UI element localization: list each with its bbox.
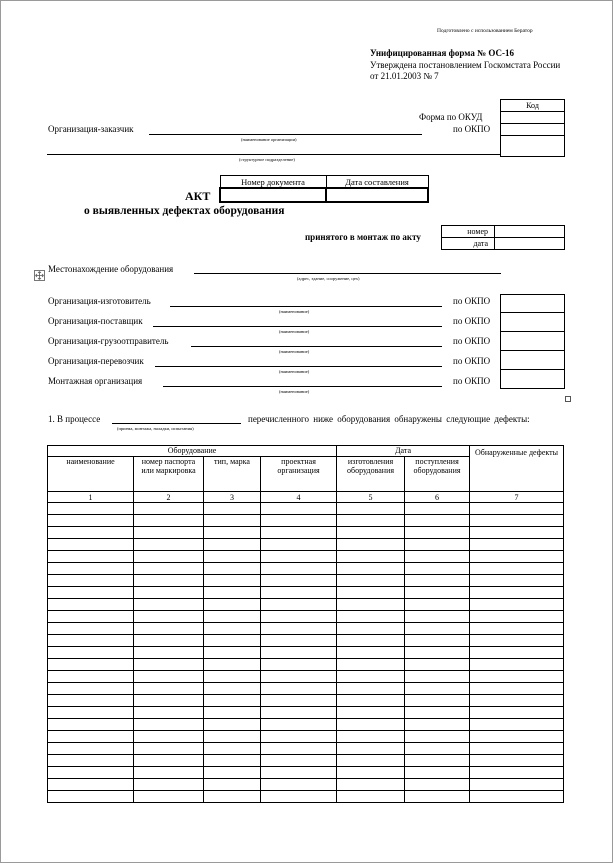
table-cell[interactable] — [204, 707, 261, 719]
table-cell[interactable] — [204, 635, 261, 647]
table-cell[interactable] — [470, 539, 564, 551]
table-cell[interactable] — [337, 743, 405, 755]
table-cell[interactable] — [337, 767, 405, 779]
table-cell[interactable] — [134, 779, 204, 791]
table-cell[interactable] — [134, 683, 204, 695]
table-cell[interactable] — [470, 719, 564, 731]
table-cell[interactable] — [204, 659, 261, 671]
table-cell[interactable] — [204, 599, 261, 611]
carrier-okpo-cell[interactable] — [501, 351, 565, 370]
table-cell[interactable] — [337, 599, 405, 611]
table-row — [48, 779, 564, 791]
org-okpo-table — [500, 294, 565, 389]
doc-date-header: Дата составления — [326, 176, 428, 189]
table-cell[interactable] — [337, 527, 405, 539]
doc-number-header: Номер документа — [220, 176, 326, 189]
table-cell[interactable] — [470, 635, 564, 647]
table-row — [48, 563, 564, 575]
customer-name-line[interactable] — [149, 134, 422, 135]
shipper-hint: (наименование) — [279, 349, 310, 354]
okud-code-cell[interactable] — [501, 112, 565, 124]
table-cell[interactable] — [48, 587, 134, 599]
table-cell[interactable] — [470, 587, 564, 599]
table-cell[interactable] — [405, 755, 470, 767]
table-cell[interactable] — [204, 719, 261, 731]
table-cell[interactable] — [134, 659, 204, 671]
table-cell[interactable] — [470, 623, 564, 635]
col-type-header: тип, марка — [204, 457, 261, 492]
table-cell[interactable] — [204, 791, 261, 803]
table-cell[interactable] — [405, 527, 470, 539]
resize-handle-icon[interactable] — [565, 396, 571, 402]
table-cell[interactable] — [405, 671, 470, 683]
shipper-label: Организация-грузоотправитель — [48, 336, 169, 346]
division-line[interactable] — [47, 154, 500, 155]
table-cell[interactable] — [405, 731, 470, 743]
installation-date-cell[interactable] — [495, 238, 565, 250]
table-cell[interactable] — [48, 575, 134, 587]
table-cell[interactable] — [134, 539, 204, 551]
shipper-okpo-cell[interactable] — [501, 332, 565, 351]
table-cell[interactable] — [405, 791, 470, 803]
table-cell[interactable] — [337, 647, 405, 659]
table-cell[interactable] — [405, 503, 470, 515]
table-cell[interactable] — [261, 719, 337, 731]
table-cell[interactable] — [204, 695, 261, 707]
table-cell[interactable] — [48, 635, 134, 647]
manufacturer-hint: (наименование) — [279, 309, 310, 314]
carrier-line[interactable] — [155, 366, 442, 367]
division-code-cell[interactable] — [501, 136, 565, 157]
document-number-table — [219, 175, 429, 203]
table-row — [48, 767, 564, 779]
table-cell[interactable] — [470, 503, 564, 515]
table-cell[interactable] — [405, 539, 470, 551]
table-cell[interactable] — [470, 683, 564, 695]
table-cell[interactable] — [261, 539, 337, 551]
table-row — [48, 587, 564, 599]
table-cell[interactable] — [134, 599, 204, 611]
table-cell[interactable] — [204, 623, 261, 635]
table-cell[interactable] — [470, 527, 564, 539]
process-line[interactable] — [112, 423, 241, 424]
table-cell[interactable] — [204, 515, 261, 527]
customer-okpo-label: по ОКПО — [453, 124, 491, 134]
table-cell[interactable] — [134, 623, 204, 635]
installation-act-label: принятого в монтаж по акту — [305, 232, 421, 242]
move-handle-icon[interactable] — [34, 270, 45, 281]
table-row — [48, 647, 564, 659]
table-cell[interactable] — [134, 731, 204, 743]
table-cell[interactable] — [470, 755, 564, 767]
table-cell[interactable] — [337, 635, 405, 647]
table-cell[interactable] — [261, 575, 337, 587]
table-cell[interactable] — [470, 707, 564, 719]
table-cell[interactable] — [48, 503, 134, 515]
carrier-label: Организация-перевозчик — [48, 356, 144, 366]
table-cell[interactable] — [337, 695, 405, 707]
table-row — [48, 695, 564, 707]
table-cell[interactable] — [261, 527, 337, 539]
table-cell[interactable] — [134, 587, 204, 599]
col-design-org-header: проектная организация — [261, 457, 337, 492]
table-cell[interactable] — [261, 551, 337, 563]
table-cell[interactable] — [134, 503, 204, 515]
table-cell[interactable] — [134, 791, 204, 803]
table-cell[interactable] — [204, 683, 261, 695]
table-cell[interactable] — [261, 599, 337, 611]
table-cell[interactable] — [204, 563, 261, 575]
table-cell[interactable] — [470, 743, 564, 755]
location-line[interactable] — [194, 273, 501, 274]
table-cell[interactable] — [337, 563, 405, 575]
table-cell[interactable] — [405, 719, 470, 731]
table-cell[interactable] — [470, 575, 564, 587]
installer-hint: (наименование) — [279, 389, 310, 394]
table-row — [48, 575, 564, 587]
table-cell[interactable] — [337, 611, 405, 623]
table-cell[interactable] — [405, 587, 470, 599]
installation-act-table — [441, 225, 565, 250]
col-passport-header: номер паспорта или маркировка — [134, 457, 204, 492]
table-cell[interactable] — [470, 599, 564, 611]
code-header: Код — [501, 100, 565, 112]
table-cell[interactable] — [204, 647, 261, 659]
table-cell[interactable] — [405, 695, 470, 707]
table-cell[interactable] — [470, 551, 564, 563]
table-row — [48, 719, 564, 731]
table-cell[interactable] — [48, 683, 134, 695]
installer-line[interactable] — [163, 386, 442, 387]
table-cell[interactable] — [470, 695, 564, 707]
installer-okpo-label: по ОКПО — [453, 376, 491, 386]
supplier-hint: (наименование) — [279, 329, 310, 334]
table-cell[interactable] — [204, 551, 261, 563]
process-suffix: перечисленного ниже оборудования обнаружены следующие дефекты: — [248, 414, 530, 424]
table-row — [48, 743, 564, 755]
table-cell[interactable] — [337, 755, 405, 767]
table-cell[interactable] — [48, 563, 134, 575]
table-cell[interactable] — [204, 587, 261, 599]
process-prefix: 1. В процессе — [48, 414, 101, 424]
okud-label: Форма по ОКУД — [419, 112, 483, 122]
table-cell[interactable] — [405, 767, 470, 779]
table-cell[interactable] — [134, 755, 204, 767]
col-number-2: 2 — [134, 492, 204, 503]
table-cell[interactable] — [405, 647, 470, 659]
defect-rows — [48, 503, 564, 803]
table-cell[interactable] — [48, 647, 134, 659]
table-row — [48, 659, 564, 671]
col-number-3: 3 — [204, 492, 261, 503]
table-cell[interactable] — [337, 779, 405, 791]
table-cell[interactable] — [337, 671, 405, 683]
prepared-with-note: Подготовлено с использованием Бератор — [437, 28, 533, 34]
table-cell[interactable] — [48, 719, 134, 731]
equipment-group-header: Оборудование — [48, 446, 337, 457]
table-cell[interactable] — [48, 599, 134, 611]
doc-number-cell[interactable] — [220, 188, 326, 202]
form-title: Унифицированная форма № ОС-16 — [370, 48, 514, 58]
supplier-okpo-label: по ОКПО — [453, 316, 491, 326]
table-cell[interactable] — [470, 659, 564, 671]
location-hint: (адрес, здание, сооружение, цех) — [297, 276, 360, 281]
date-group-header: Дата — [337, 446, 470, 457]
table-cell[interactable] — [134, 743, 204, 755]
table-row — [48, 755, 564, 767]
table-cell[interactable] — [204, 779, 261, 791]
table-cell[interactable] — [405, 515, 470, 527]
table-cell[interactable] — [405, 575, 470, 587]
approved-line-2: от 21.01.2003 № 7 — [370, 71, 439, 81]
process-hint: (приема, монтажа, наладки, испытания) — [117, 426, 194, 431]
table-cell[interactable] — [261, 647, 337, 659]
col-manufactured-header: изготовления оборудования — [337, 457, 405, 492]
table-cell[interactable] — [337, 683, 405, 695]
table-cell[interactable] — [134, 671, 204, 683]
table-cell[interactable] — [470, 791, 564, 803]
table-cell[interactable] — [470, 731, 564, 743]
col-number-4: 4 — [261, 492, 337, 503]
table-cell[interactable] — [134, 515, 204, 527]
table-cell[interactable] — [470, 671, 564, 683]
table-cell[interactable] — [48, 755, 134, 767]
manufacturer-label: Организация-изготовитель — [48, 296, 151, 306]
table-cell[interactable] — [405, 611, 470, 623]
table-row — [48, 683, 564, 695]
col-number-1: 1 — [48, 492, 134, 503]
table-cell[interactable] — [337, 791, 405, 803]
act-title: АКТ — [185, 189, 211, 203]
table-cell[interactable] — [204, 539, 261, 551]
table-cell[interactable] — [48, 515, 134, 527]
table-cell[interactable] — [337, 623, 405, 635]
table-row — [48, 791, 564, 803]
table-cell[interactable] — [261, 755, 337, 767]
table-row — [48, 503, 564, 515]
table-cell[interactable] — [134, 611, 204, 623]
table-cell[interactable] — [261, 671, 337, 683]
supplier-label: Организация-поставщик — [48, 316, 143, 326]
manufacturer-okpo-label: по ОКПО — [453, 296, 491, 306]
defects-table — [47, 445, 564, 803]
table-cell[interactable] — [405, 743, 470, 755]
table-cell[interactable] — [48, 623, 134, 635]
table-cell[interactable] — [48, 611, 134, 623]
col-number-5: 5 — [337, 492, 405, 503]
table-cell[interactable] — [470, 779, 564, 791]
supplier-line[interactable] — [153, 326, 442, 327]
table-row — [48, 623, 564, 635]
table-row — [48, 671, 564, 683]
table-cell[interactable] — [470, 611, 564, 623]
table-cell[interactable] — [134, 767, 204, 779]
table-cell[interactable] — [261, 707, 337, 719]
table-cell[interactable] — [470, 767, 564, 779]
shipper-line[interactable] — [191, 346, 442, 347]
table-cell[interactable] — [134, 707, 204, 719]
table-cell[interactable] — [48, 707, 134, 719]
table-row — [48, 599, 564, 611]
table-cell[interactable] — [48, 743, 134, 755]
table-cell[interactable] — [337, 707, 405, 719]
doc-date-cell[interactable] — [326, 188, 428, 202]
table-cell[interactable] — [405, 563, 470, 575]
table-cell[interactable] — [48, 791, 134, 803]
table-cell[interactable] — [337, 587, 405, 599]
location-label: Местонахождение оборудования — [48, 264, 174, 274]
table-cell[interactable] — [261, 695, 337, 707]
table-cell[interactable] — [134, 527, 204, 539]
table-cell[interactable] — [204, 731, 261, 743]
table-cell[interactable] — [48, 527, 134, 539]
table-cell[interactable] — [337, 659, 405, 671]
table-cell[interactable] — [337, 575, 405, 587]
table-cell[interactable] — [405, 707, 470, 719]
table-cell[interactable] — [204, 503, 261, 515]
table-cell[interactable] — [261, 743, 337, 755]
table-cell[interactable] — [134, 719, 204, 731]
carrier-hint: (наименование) — [279, 369, 310, 374]
table-cell[interactable] — [134, 575, 204, 587]
table-cell[interactable] — [48, 539, 134, 551]
table-cell[interactable] — [48, 767, 134, 779]
division-hint: (структурное подразделение) — [239, 157, 295, 162]
table-cell[interactable] — [134, 695, 204, 707]
table-cell[interactable] — [405, 779, 470, 791]
table-cell[interactable] — [48, 659, 134, 671]
table-cell[interactable] — [261, 611, 337, 623]
table-cell[interactable] — [204, 671, 261, 683]
table-cell[interactable] — [261, 767, 337, 779]
table-cell[interactable] — [134, 551, 204, 563]
table-cell[interactable] — [134, 563, 204, 575]
table-cell[interactable] — [261, 587, 337, 599]
installer-label: Монтажная организация — [48, 376, 143, 386]
customer-name-hint: (наименование организации) — [241, 137, 297, 142]
code-table — [500, 99, 565, 157]
table-row — [48, 611, 564, 623]
shipper-okpo-label: по ОКПО — [453, 336, 491, 346]
table-row — [48, 731, 564, 743]
table-cell[interactable] — [405, 599, 470, 611]
table-row — [48, 707, 564, 719]
customer-okpo-cell[interactable] — [501, 124, 565, 136]
table-cell[interactable] — [204, 527, 261, 539]
table-cell[interactable] — [470, 515, 564, 527]
table-cell[interactable] — [261, 731, 337, 743]
table-cell[interactable] — [405, 623, 470, 635]
table-cell[interactable] — [204, 611, 261, 623]
table-cell[interactable] — [204, 767, 261, 779]
table-cell[interactable] — [261, 635, 337, 647]
table-row — [48, 539, 564, 551]
table-row — [48, 527, 564, 539]
table-cell[interactable] — [48, 671, 134, 683]
table-cell[interactable] — [337, 719, 405, 731]
table-cell[interactable] — [470, 563, 564, 575]
table-cell[interactable] — [337, 731, 405, 743]
table-cell[interactable] — [261, 659, 337, 671]
col-received-header: поступления оборудования — [405, 457, 470, 492]
table-cell[interactable] — [337, 503, 405, 515]
table-cell[interactable] — [470, 647, 564, 659]
installation-number-cell[interactable] — [495, 226, 565, 238]
table-cell[interactable] — [134, 647, 204, 659]
col-name-header: наименование — [48, 457, 134, 492]
table-cell[interactable] — [405, 551, 470, 563]
table-cell[interactable] — [48, 779, 134, 791]
table-cell[interactable] — [405, 683, 470, 695]
installer-okpo-cell[interactable] — [501, 370, 565, 389]
table-cell[interactable] — [134, 635, 204, 647]
table-cell[interactable] — [48, 551, 134, 563]
supplier-okpo-cell[interactable] — [501, 313, 565, 332]
table-cell[interactable] — [337, 551, 405, 563]
manufacturer-okpo-cell[interactable] — [501, 295, 565, 313]
table-cell[interactable] — [48, 695, 134, 707]
table-row — [48, 515, 564, 527]
carrier-okpo-label: по ОКПО — [453, 356, 491, 366]
table-cell[interactable] — [204, 755, 261, 767]
table-cell[interactable] — [261, 683, 337, 695]
table-cell[interactable] — [405, 659, 470, 671]
table-cell[interactable] — [261, 791, 337, 803]
customer-label: Организация-заказчик — [48, 124, 134, 134]
table-cell[interactable] — [204, 575, 261, 587]
table-cell[interactable] — [337, 539, 405, 551]
defects-header: Обнаруженные дефекты — [470, 446, 564, 492]
table-cell[interactable] — [204, 743, 261, 755]
col-number-7: 7 — [470, 492, 564, 503]
table-cell[interactable] — [261, 563, 337, 575]
manufacturer-line[interactable] — [170, 306, 442, 307]
installation-number-label: номер — [442, 226, 495, 238]
act-subtitle: о выявленных дефектах оборудования — [84, 205, 285, 217]
table-cell[interactable] — [405, 635, 470, 647]
table-cell[interactable] — [261, 779, 337, 791]
installation-date-label: дата — [442, 238, 495, 250]
table-cell[interactable] — [337, 515, 405, 527]
table-cell[interactable] — [48, 731, 134, 743]
table-cell[interactable] — [261, 515, 337, 527]
approved-line-1: Утверждена постановлением Госкомстата России — [370, 60, 561, 70]
table-cell[interactable] — [261, 503, 337, 515]
col-number-6: 6 — [405, 492, 470, 503]
table-row — [48, 551, 564, 563]
table-row — [48, 635, 564, 647]
table-cell[interactable] — [261, 623, 337, 635]
